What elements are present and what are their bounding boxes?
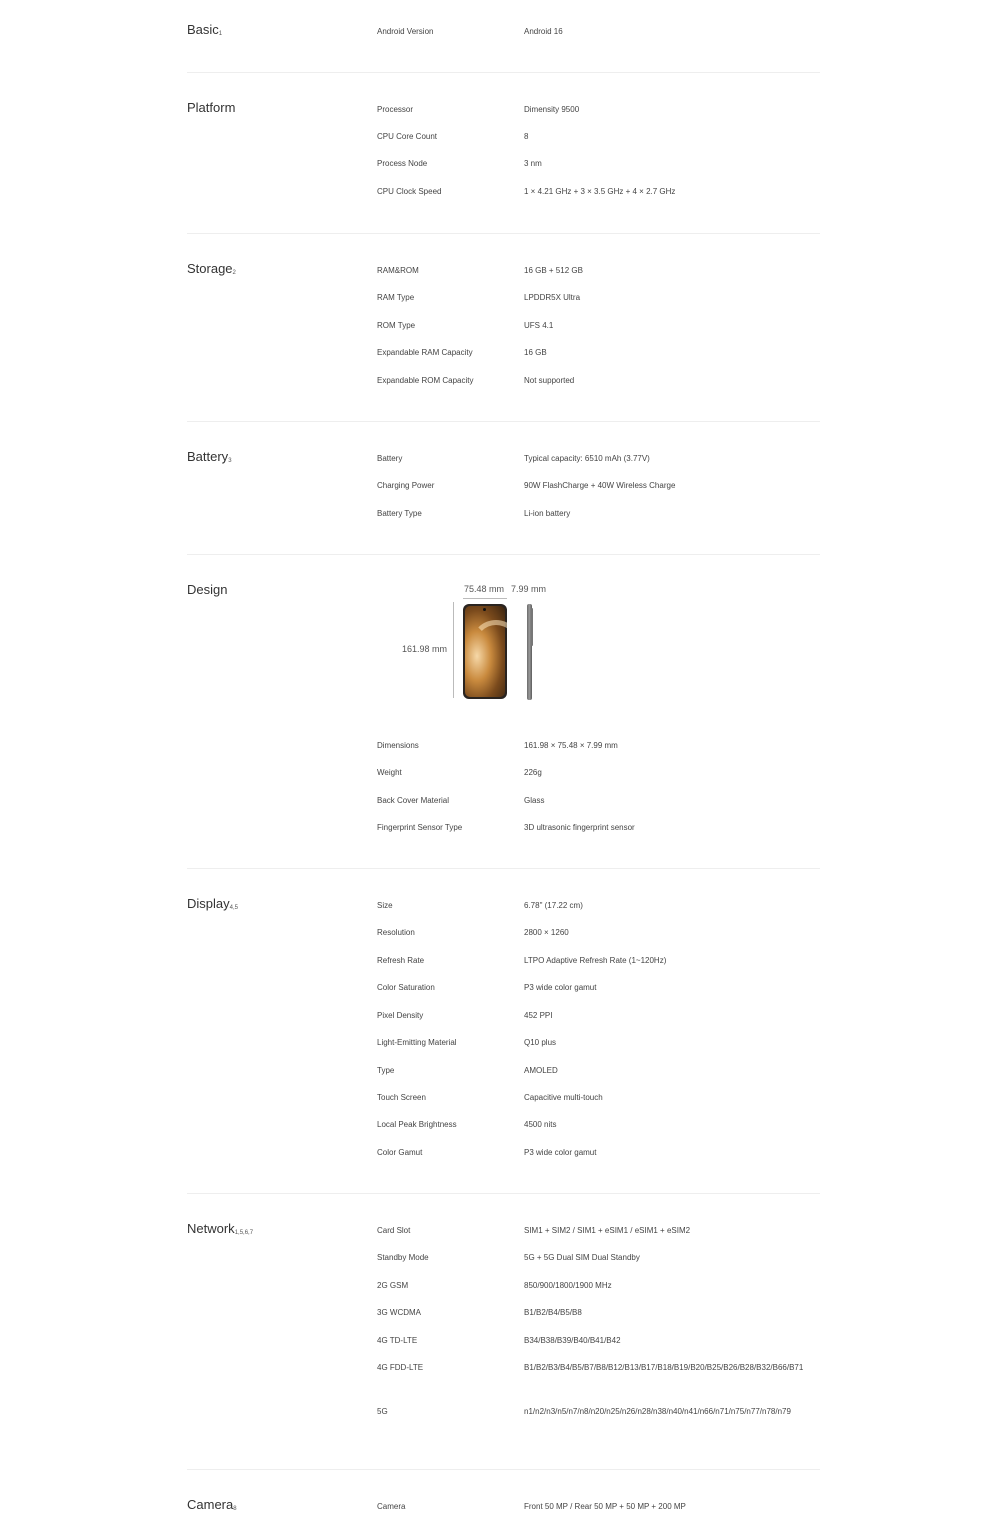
- height-dimension-line: [453, 602, 454, 698]
- height-dimension-label: 161.98 mm: [402, 644, 448, 654]
- width-dimension-label: 75.48 mm: [464, 584, 505, 594]
- phone-front-image: [463, 604, 507, 699]
- spec-label: Color Gamut: [377, 1148, 423, 1157]
- spec-value: 3D ultrasonic fingerprint sensor: [524, 823, 635, 832]
- spec-value: AMOLED: [524, 1066, 558, 1075]
- spec-value: Android 16: [524, 27, 563, 36]
- spec-label: RAM&ROM: [377, 266, 419, 275]
- spec-value: Glass: [524, 796, 545, 805]
- spec-label: Dimensions: [377, 741, 419, 750]
- spec-value: LTPO Adaptive Refresh Rate (1~120Hz): [524, 956, 667, 965]
- section-title-battery: Battery$^3$: [187, 449, 232, 464]
- spec-value: 8: [524, 132, 529, 141]
- spec-label: Touch Screen: [377, 1093, 426, 1102]
- spec-value: Dimensity 9500: [524, 105, 580, 114]
- footnote-ref: 1: [218, 31, 223, 37]
- spec-label: 5G: [377, 1407, 388, 1416]
- spec-label: Battery: [377, 454, 403, 463]
- footnote-ref: 4,5: [229, 905, 238, 911]
- section-title-basic: Basic$^1$: [187, 22, 223, 37]
- spec-value: Not supported: [524, 376, 575, 385]
- spec-value: Capacitive multi-touch: [524, 1093, 603, 1102]
- spec-value: 6.78" (17.22 cm): [524, 901, 583, 910]
- spec-label: Pixel Density: [377, 1011, 424, 1020]
- divider: [187, 1193, 820, 1194]
- section-title-camera: Camera$^8$: [187, 1497, 237, 1512]
- footnote-ref: 1,5,6,7: [234, 1230, 254, 1236]
- spec-value: 226g: [524, 768, 542, 777]
- spec-label: Refresh Rate: [377, 956, 425, 965]
- spec-value: B34/B38/B39/B40/B41/B42: [524, 1336, 621, 1345]
- spec-label: Processor: [377, 105, 414, 114]
- spec-label: Fingerprint Sensor Type: [377, 823, 463, 832]
- spec-label: Type: [377, 1066, 395, 1075]
- spec-label: 4G FDD-LTE: [377, 1363, 424, 1372]
- spec-label: Card Slot: [377, 1226, 411, 1235]
- phone-dimensions-figure: [400, 582, 550, 706]
- spec-label: CPU Core Count: [377, 132, 438, 141]
- spec-value: UFS 4.1: [524, 321, 554, 330]
- spec-label: 4G TD-LTE: [377, 1336, 418, 1345]
- spec-label: 3G WCDMA: [377, 1308, 421, 1317]
- spec-label: Standby Mode: [377, 1253, 429, 1262]
- depth-dimension-label: 7.99 mm: [511, 584, 547, 594]
- spec-value: Typical capacity: 6510 mAh (3.77V): [524, 454, 650, 463]
- spec-value: Front 50 MP / Rear 50 MP + 50 MP + 200 MP: [524, 1502, 686, 1511]
- spec-value: 452 PPI: [524, 1011, 553, 1020]
- spec-value: 850/900/1800/1900 MHz: [524, 1281, 612, 1290]
- spec-label: Back Cover Material: [377, 796, 450, 805]
- spec-value: 16 GB: [524, 348, 547, 357]
- spec-label: Battery Type: [377, 509, 422, 518]
- spec-label: Color Saturation: [377, 983, 435, 992]
- spec-label: Process Node: [377, 159, 428, 168]
- section-title-display: Display$^{4,5}$: [187, 896, 238, 911]
- footnote-ref: 3: [228, 458, 232, 464]
- phone-side-camera: [531, 608, 533, 646]
- section-title-network: Network$^{1,5,6,7}$: [187, 1221, 254, 1236]
- spec-label: Light-Emitting Material: [377, 1038, 457, 1047]
- divider: [187, 421, 820, 422]
- spec-value: LPDDR5X Ultra: [524, 293, 581, 302]
- spec-label: Expandable RAM Capacity: [377, 348, 473, 357]
- section-title-platform: Platform: [187, 100, 236, 115]
- spec-value: 16 GB + 512 GB: [524, 266, 583, 275]
- section-title-storage: Storage$^2$: [187, 261, 236, 276]
- spec-label: Local Peak Brightness: [377, 1120, 457, 1129]
- spec-label: Size: [377, 901, 393, 910]
- spec-label: Android Version: [377, 27, 434, 36]
- spec-value: 3 nm: [524, 159, 542, 168]
- spec-label: Camera: [377, 1502, 406, 1511]
- spec-value: n1/n2/n3/n5/n7/n8/n20/n25/n26/n28/n38/n40/n41/n66/n71/n75/n77/n78/n79: [524, 1407, 791, 1416]
- spec-label: ROM Type: [377, 321, 416, 330]
- spec-value: Li-ion battery: [524, 509, 571, 518]
- spec-value: Q10 plus: [524, 1038, 557, 1047]
- spec-value: P3 wide color gamut: [524, 1148, 597, 1157]
- width-dimension-line: [463, 598, 507, 599]
- footnote-ref: 8: [233, 1506, 237, 1512]
- divider: [187, 1469, 820, 1470]
- spec-value: B1/B2/B4/B5/B8: [524, 1308, 582, 1317]
- divider: [187, 233, 820, 234]
- spec-value: 2800 × 1260: [524, 928, 569, 937]
- spec-label: Charging Power: [377, 481, 435, 490]
- spec-value: 1 × 4.21 GHz + 3 × 3.5 GHz + 4 × 2.7 GHz: [524, 187, 676, 196]
- footnote-ref: 2: [232, 270, 236, 276]
- divider: [187, 868, 820, 869]
- divider: [187, 554, 820, 555]
- spec-value: B1/B2/B3/B4/B5/B7/B8/B12/B13/B17/B18/B19/B20/B25/B26/B28/B32/B66/B71: [524, 1363, 804, 1372]
- spec-value: P3 wide color gamut: [524, 983, 597, 992]
- spec-value: SIM1 + SIM2 / SIM1 + eSIM1 / eSIM1 + eSIM2: [524, 1226, 691, 1235]
- section-title-design: Design: [187, 582, 228, 597]
- spec-value: 5G + 5G Dual SIM Dual Standby: [524, 1253, 640, 1262]
- spec-label: Weight: [377, 768, 402, 777]
- spec-value: 90W FlashCharge + 40W Wireless Charge: [524, 481, 676, 490]
- spec-label: Resolution: [377, 928, 415, 937]
- spec-value: 161.98 × 75.48 × 7.99 mm: [524, 741, 618, 750]
- spec-label: 2G GSM: [377, 1281, 409, 1290]
- spec-label: RAM Type: [377, 293, 415, 302]
- divider: [187, 72, 820, 73]
- spec-value: 4500 nits: [524, 1120, 557, 1129]
- spec-label: Expandable ROM Capacity: [377, 376, 474, 385]
- spec-label: CPU Clock Speed: [377, 187, 442, 196]
